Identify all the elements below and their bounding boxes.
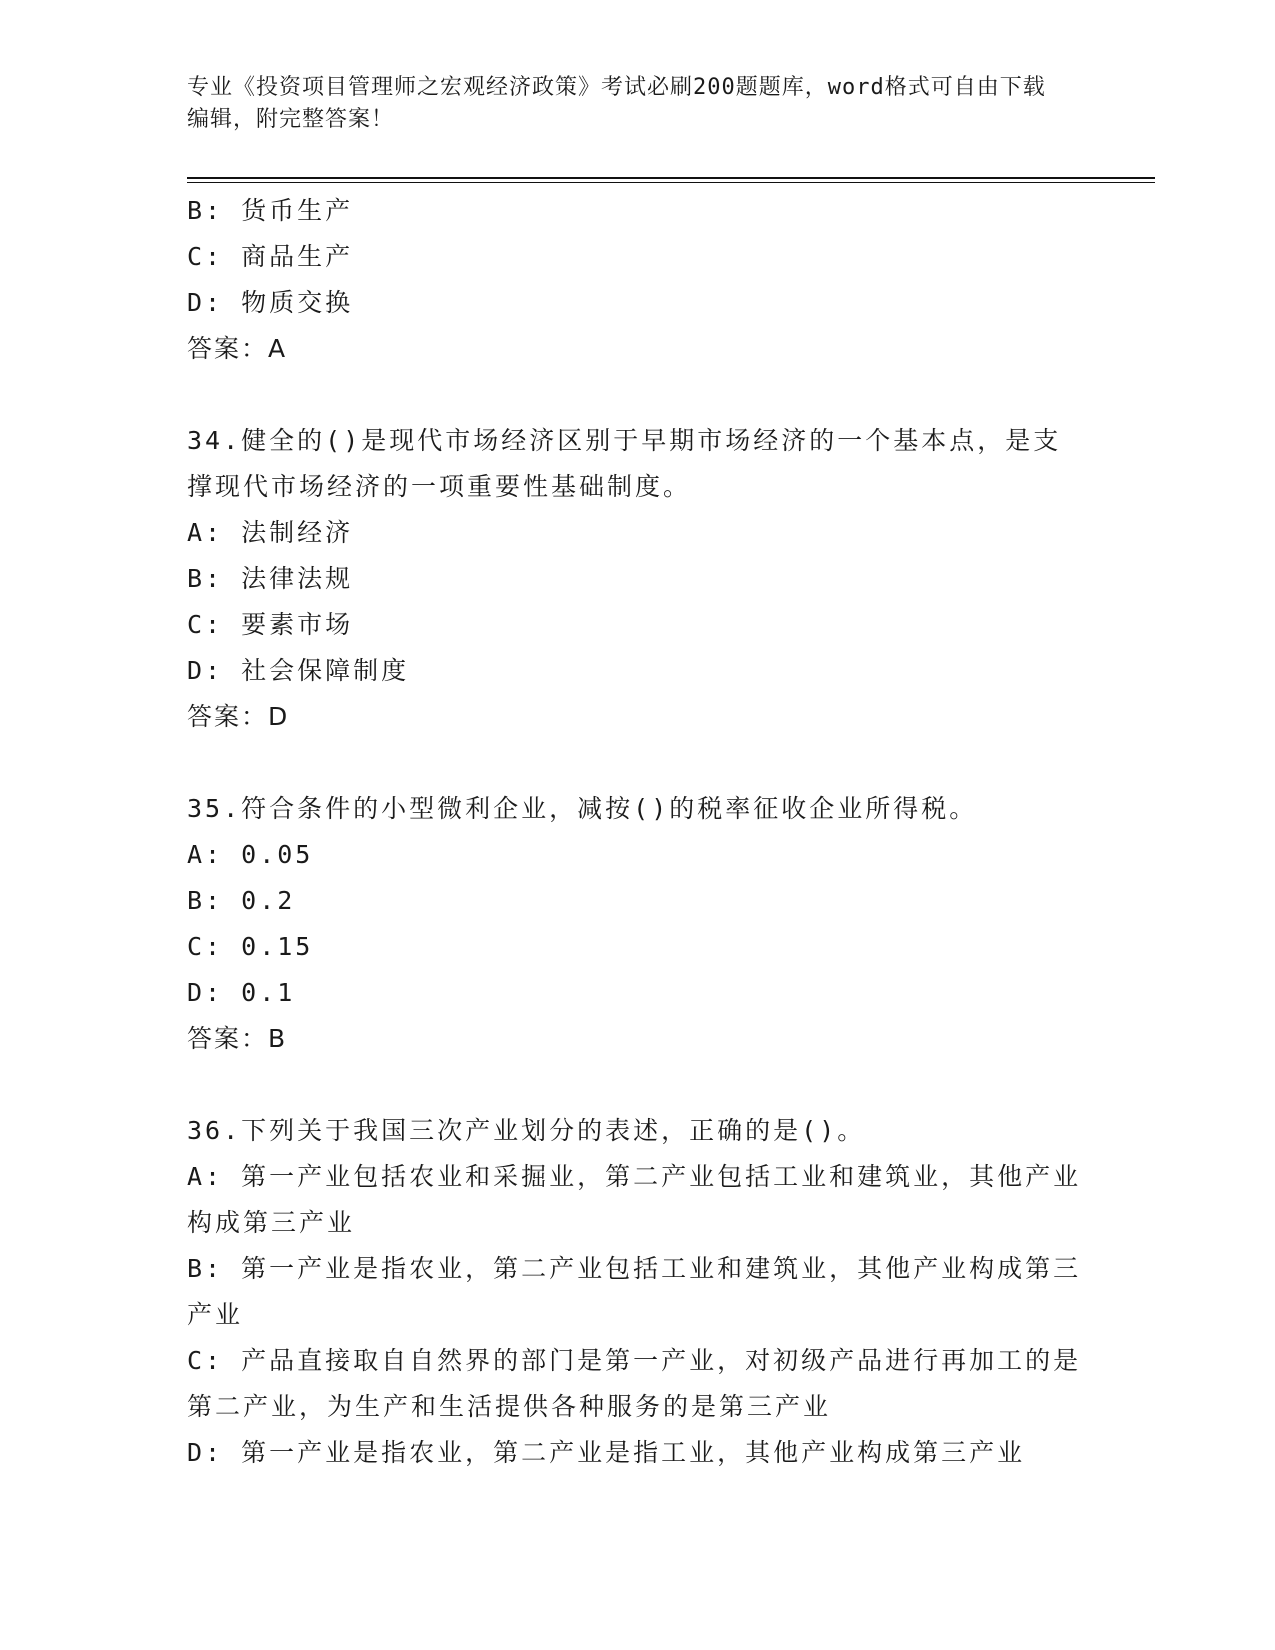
document-header: 专业《投资项目管理师之宏观经济政策》考试必刷200题题库，word格式可自由下载编辑，附完整答案！ [187, 75, 1046, 132]
header-divider-thin [187, 182, 1155, 183]
option-a: A: 第一产业包括农业和采掘业，第二产业包括工业和建筑业，其他产业构成第三产业 [187, 1162, 1082, 1237]
option-c: C: 0.15 [187, 932, 314, 961]
option-d: D: 第一产业是指农业，第二产业是指工业，其他产业构成第三产业 [187, 1438, 1026, 1467]
option-a: A: 法制经济 [187, 518, 354, 547]
question-stem: 34.健全的()是现代市场经济区别于早期市场经济的一个基本点，是支撑现代市场经济的一项重要性基础制度。 [187, 426, 1062, 501]
option-b: B: 0.2 [187, 886, 296, 915]
option-b: B: 货币生产 [187, 196, 354, 225]
header-divider [187, 177, 1155, 179]
option-d: D: 0.1 [187, 978, 296, 1007]
question-block-36 [187, 1108, 1087, 1476]
option-d: D: 社会保障制度 [187, 656, 410, 685]
question-block-33 [187, 188, 1087, 372]
document-body [187, 188, 1087, 1476]
answer-line: 答案：A [187, 334, 288, 363]
question-block-35 [187, 786, 1087, 1062]
option-c: C: 产品直接取自自然界的部门是第一产业，对初级产品进行再加工的是第二产业，为生产和生活提供各种服务的是第三产业 [187, 1346, 1082, 1421]
option-b: B: 第一产业是指农业，第二产业包括工业和建筑业，其他产业构成第三产业 [187, 1254, 1082, 1329]
option-b: B: 法律法规 [187, 564, 354, 593]
question-stem: 36.下列关于我国三次产业划分的表述，正确的是()。 [187, 1116, 866, 1145]
question-stem: 35.符合条件的小型微利企业，减按()的税率征收企业所得税。 [187, 794, 978, 823]
option-c: C: 要素市场 [187, 610, 354, 639]
option-a: A: 0.05 [187, 840, 314, 869]
answer-line: 答案：D [187, 702, 290, 731]
option-c: C: 商品生产 [187, 242, 354, 271]
answer-line: 答案：B [187, 1024, 288, 1053]
option-d: D: 物质交换 [187, 288, 354, 317]
question-block-34 [187, 418, 1087, 740]
